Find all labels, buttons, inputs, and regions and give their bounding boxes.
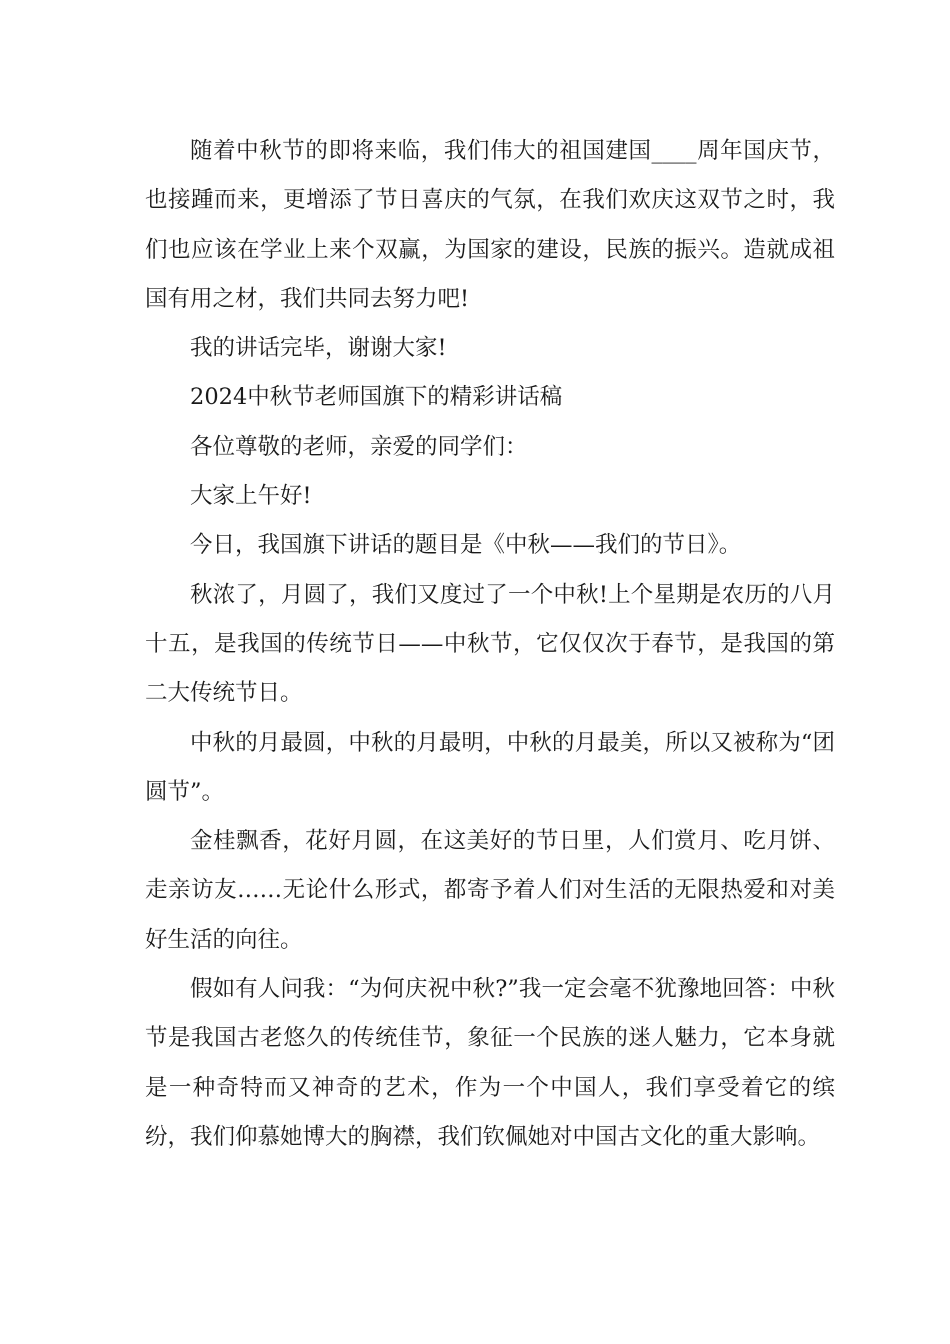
paragraph-moon: 中秋的月最圆，中秋的月最明，中秋的月最美，所以又被称为“团圆节”。: [145, 729, 835, 805]
paragraph-greeting: 大家上午好!: [190, 483, 312, 510]
paragraph-autumn: 秋浓了，月圆了，我们又度过了一个中秋!上个星期是农历的八月十五，是我国的传统节日——中秋节，它仅仅次于春节，是我国的第二大传统节日。: [145, 581, 835, 707]
paragraph-why-celebrate: 假如有人问我：“为何庆祝中秋?”我一定会毫不犹豫地回答：中秋节是我国古老悠久的传统佳节，象征一个民族的迷人魅力，它本身就是一种奇特而又神奇的艺术，作为一个中国人，我们享受着它的缤纷，我们仰慕她博大的胸襟，我们钦佩她对中国古文化的重大影响。: [145, 976, 835, 1150]
speech-title: 2024中秋节老师国旗下的精彩讲话稿: [190, 384, 563, 411]
paragraph-thanks: 我的讲话完毕，谢谢大家!: [190, 335, 447, 362]
paragraph-salutation: 各位尊敬的老师，亲爱的同学们：: [190, 433, 528, 460]
paragraph-osmanthus: 金桂飘香，花好月圆，在这美好的节日里，人们赏月、吃月饼、走亲访友……无论什么形式，都寄予着人们对生活的无限热爱和对美好生活的向往。: [145, 828, 835, 953]
paragraph-topic: 今日，我国旗下讲话的题目是《中秋——我们的节日》。: [190, 532, 742, 559]
document-body: [145, 127, 835, 1162]
paragraph-closing-wish: 随着中秋节的即将来临，我们伟大的祖国建国____周年国庆节，也接踵而来，更增添了节日喜庆的气氛，在我们欢庆这双节之时，我们也应该在学业上来个双赢，为国家的建设，民族的振兴。造就成祖国有用之材，我们共同去努力吧!: [145, 138, 835, 312]
